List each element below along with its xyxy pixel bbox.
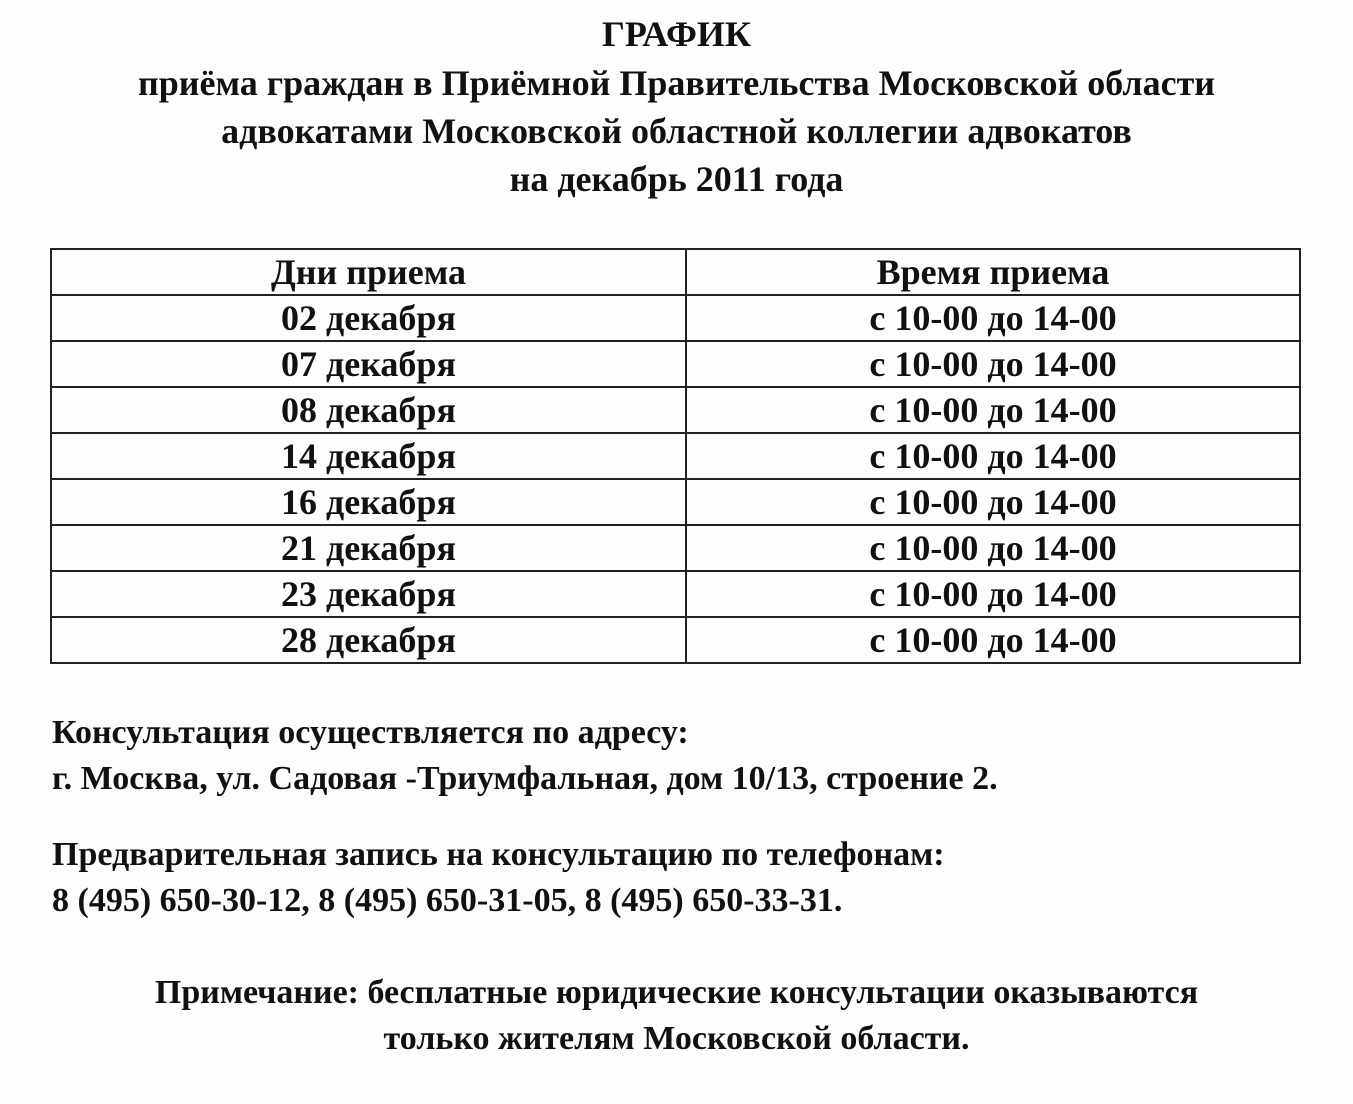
day-cell: 16 декабря (51, 479, 686, 525)
document-subtitle-line-1: приёма граждан в Приёмной Правительства Московской области (137, 63, 1215, 103)
table-header-row (51, 249, 1300, 295)
table-row (51, 525, 1300, 571)
day-cell: 08 декабря (51, 387, 686, 433)
phones-block (52, 832, 945, 924)
phones-value: 8 (495) 650-30-12, 8 (495) 650-31-05, 8 (495) 650-33-31. (52, 882, 843, 919)
table-row (51, 387, 1300, 433)
phones-label: Предварительная запись на консультацию по телефонам: (52, 836, 945, 873)
time-cell: с 10-00 до 14-00 (686, 433, 1300, 479)
day-cell: 07 декабря (51, 341, 686, 387)
time-cell: с 10-00 до 14-00 (686, 387, 1300, 433)
time-cell: с 10-00 до 14-00 (686, 341, 1300, 387)
time-cell: с 10-00 до 14-00 (686, 479, 1300, 525)
table-row (51, 433, 1300, 479)
note-line-2: только жителям Московской области. (383, 1020, 970, 1057)
day-cell: 23 декабря (51, 571, 686, 617)
time-cell: с 10-00 до 14-00 (686, 295, 1300, 341)
time-cell: с 10-00 до 14-00 (686, 617, 1300, 663)
document-subtitle-line-2: адвокатами Московской областной коллегии адвокатов (221, 111, 1132, 151)
column-header-days: Дни приема (51, 249, 686, 295)
schedule-table (50, 248, 1301, 664)
table-row (51, 617, 1300, 663)
day-cell: 28 декабря (51, 617, 686, 663)
day-cell: 02 декабря (51, 295, 686, 341)
day-cell: 21 декабря (51, 525, 686, 571)
address-value: г. Москва, ул. Садовая -Триумфальная, дом 10/13, строение 2. (52, 760, 998, 797)
document-title: ГРАФИК (601, 14, 752, 54)
column-header-time: Время приема (686, 249, 1300, 295)
note-block (0, 970, 1353, 1062)
table-row (51, 571, 1300, 617)
time-cell: с 10-00 до 14-00 (686, 525, 1300, 571)
address-block (52, 710, 998, 802)
note-line-1: Примечание: бесплатные юридические консультации оказываются (154, 974, 1199, 1011)
day-cell: 14 декабря (51, 433, 686, 479)
table-row (51, 479, 1300, 525)
document-subtitle-line-3: на декабрь 2011 года (509, 159, 844, 199)
table-row (51, 341, 1300, 387)
time-cell: с 10-00 до 14-00 (686, 571, 1300, 617)
table-row (51, 295, 1300, 341)
address-label: Консультация осуществляется по адресу: (52, 714, 689, 751)
